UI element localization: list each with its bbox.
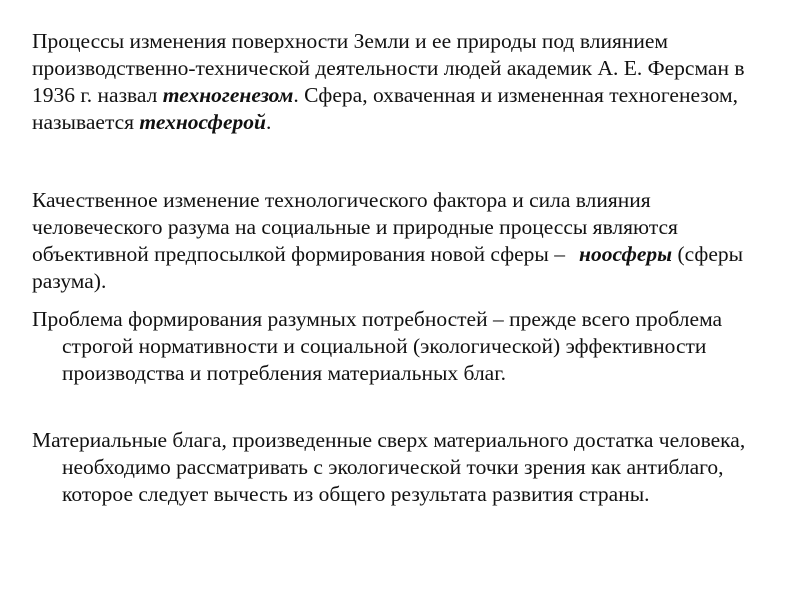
paragraph-rational-needs: Проблема формирования разумных потребностей – прежде всего проблема строгой нормативности и социальной (экологической) эффективности производства и потребления материальных благ.	[32, 307, 723, 385]
term-technosphere: техносферой	[139, 110, 266, 134]
paragraph-text: .	[265, 110, 272, 134]
paragraph-technogenesis	[32, 28, 782, 136]
paragraph-text: . Сфера, охваченная и измененная техногенезом, называется	[32, 83, 738, 134]
paragraph-noosphere	[32, 187, 782, 295]
paragraph-text: Качественное изменение технологического фактора и сила влияния человеческого разума на социальные и природные процессы являются объективной предпосылкой формирования новой сферы –	[32, 188, 678, 266]
paragraph-text: (сферы разума).	[32, 242, 744, 293]
term-noosphere: ноосферы	[579, 242, 673, 266]
term-technogenesis: техногенезом	[162, 83, 294, 107]
paragraph-text: Процессы изменения поверхности Земли и ее природы под влиянием производственно-технической деятельности людей академик А. Е. Ферсман в 1936 г. назвал	[32, 29, 745, 107]
paragraph-material-goods: Материальные блага, произведенные сверх материального достатка человека, необходимо рассматривать с экологической точки зрения как антиблаго, которое следует вычесть из общего результата развития страны.	[32, 428, 746, 506]
